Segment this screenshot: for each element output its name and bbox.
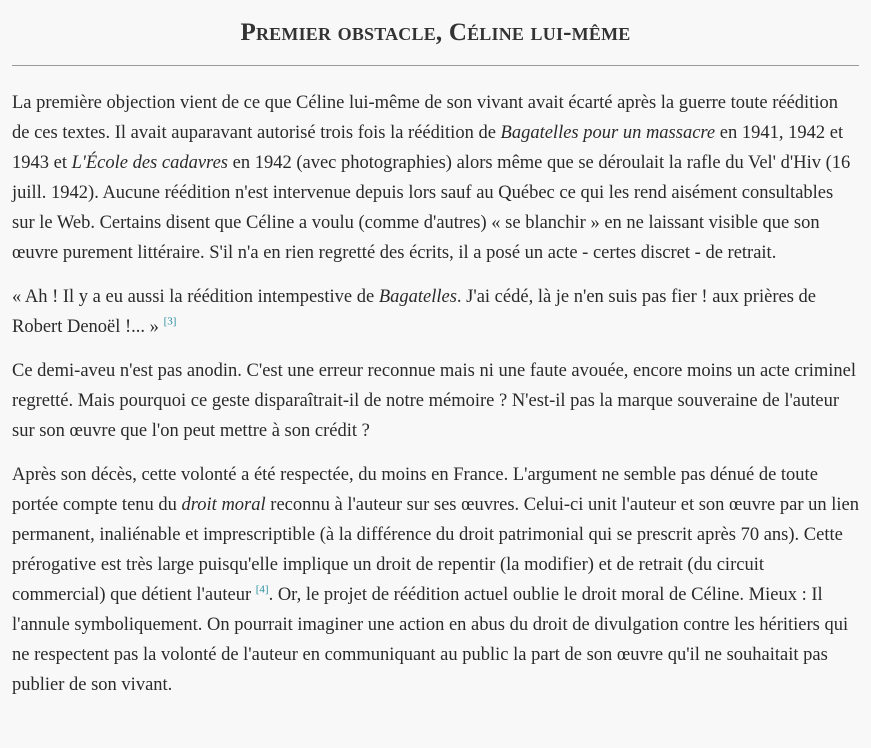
text-run: en 1941, 1942 et 1943 et [12,123,844,173]
footnote-link-4[interactable]: [4] [255,583,269,596]
title-divider [12,65,859,66]
text-run: Ce demi-aveu n'est pas anodin. C'est une erreur reconnue mais ni une faute avouée, encore moins un acte criminel regretté. Mais pourquoi ce geste disparaîtrait-il de notre mémoire ? N'est-il pas la marque souveraine de l'auteur sur son œuvre que l'on peut mettre à son crédit ? [12,361,856,441]
text-run: La première objection vient de ce que Céline lui-même de son vivant avait écarté après la guerre toute réédition de ces textes. Il avait auparavant autorisé trois fois la réédition de [12,93,838,143]
book-title-bagatelles: Bagatelles [378,287,457,307]
text-run: « Ah ! Il y a eu aussi la réédition intempestive de [12,287,379,307]
section-title: Premier obstacle, Céline lui-même [240,19,631,46]
book-title-ecole-des-cadavres: L'École des cadavres [71,153,228,173]
book-title-bagatelles: Bagatelles pour un massacre [500,123,716,143]
paragraph-objection [12,88,859,268]
footnote-link-3[interactable]: [3] [163,315,177,328]
text-run: reconnu à l'auteur sur ses œuvres. Celui-ci unit l'auteur et son œuvre par un lien permanent, inaliénable et imprescriptible (à la différence du droit patrimonial qui se prescrit après 70 ans). Cette prérogative est très large puisqu'elle implique un droit de repentir (la modifier) et de retrait (du circuit commercial) que détient l'auteur [12,495,860,605]
paragraph-quote [12,282,859,342]
footnote-ref-3[interactable] [164,315,177,327]
paragraph-droit-moral [12,460,859,700]
text-run: en 1942 (avec photographies) alors même que se déroulait la rafle du Vel' d'Hiv (16 juill. 1942). Aucune réédition n'est intervenue depuis lors sauf au Québec ce qui les rend aisément consultables sur le Web. Certains disent que Céline a voulu (comme d'autres) « se blanchir » en ne laissant visible que son œuvre purement littéraire. S'il n'a en rien regretté des écrits, il a posé un acte - certes discret - de retrait. [12,153,851,263]
text-run: Après son décès, cette volonté a été respectée, du moins en France. L'argument ne semble pas dénué de toute portée compte tenu du [12,465,818,515]
text-run: . J'ai cédé, là je n'en suis pas fier ! aux prières de Robert Denoël !... » [12,287,816,337]
text-run: . Or, le projet de réédition actuel oublie le droit moral de Céline. Mieux : Il l'annule symboliquement. On pourrait imaginer une action en abus du droit de divulgation contre les héritiers qui ne respectent pas la volonté de l'auteur en communiquant au public la part de son œuvre qu'il ne souhaitait pas publier de son vivant. [12,585,849,695]
term-droit-moral: droit moral [181,495,266,515]
paragraph-demi-aveu [12,356,859,446]
footnote-ref-4[interactable] [256,583,269,595]
